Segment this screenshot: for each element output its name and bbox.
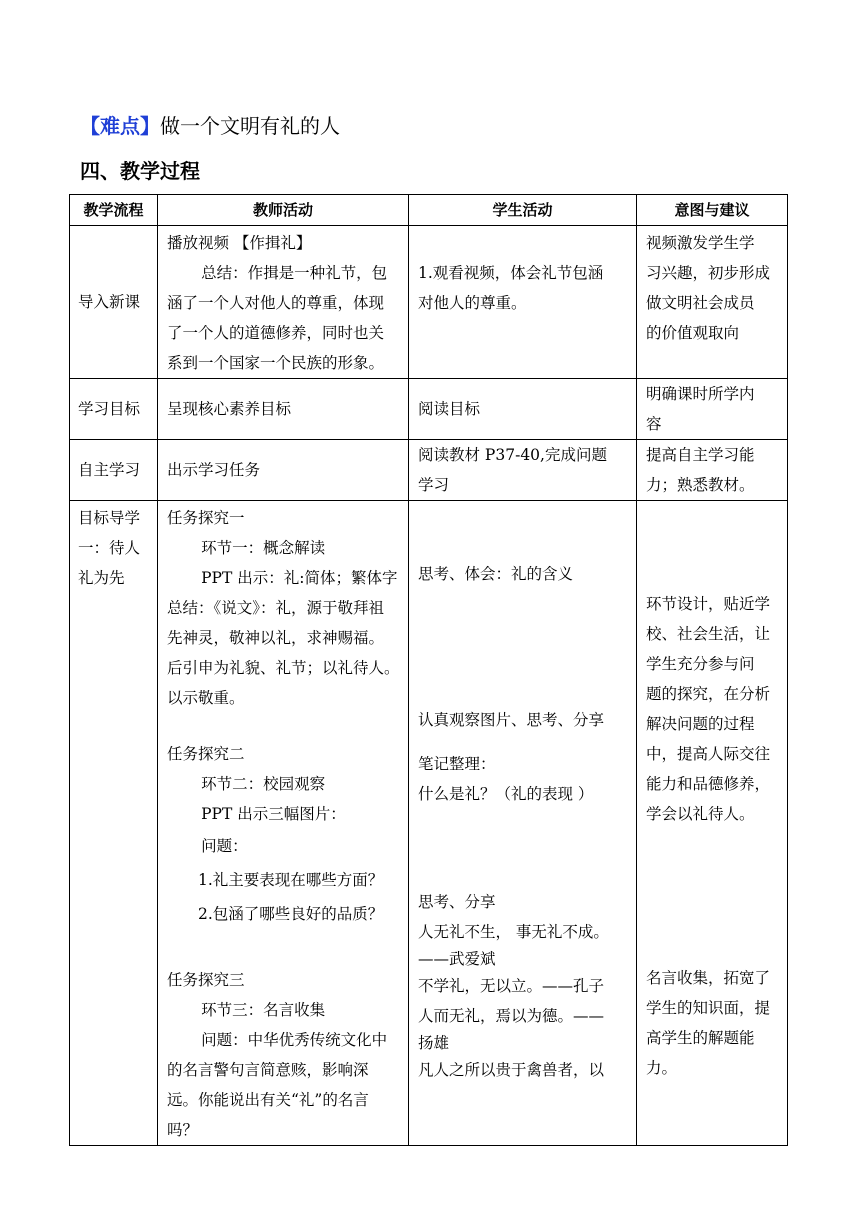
intent-line: 学会以礼待人。 <box>646 805 755 823</box>
intent-line: 校、社会生活，让 <box>646 625 771 643</box>
task2-ppt: PPT 出示三幅图片： <box>201 805 346 823</box>
quote-line: 人无礼不生， 事无礼不成。 <box>418 923 609 941</box>
task1-summary-line: 以示敬重。 <box>167 689 245 707</box>
row1-student-line: 对他人的尊重。 <box>418 294 527 312</box>
task2-question-2: 2.包涵了哪些良好的品质？ <box>198 905 384 923</box>
section-title: 四、教学过程 <box>80 159 200 183</box>
quote-line: 人而无礼，焉以为德。—— <box>418 1007 605 1025</box>
student-think-1: 思考、体会：礼的含义 <box>418 565 574 583</box>
student-think-2: 思考、分享 <box>418 893 496 911</box>
task3-question-line: 远。你能说出有关“礼”的名言 <box>167 1091 369 1109</box>
row1-teacher-line: 播放视频 【作揖礼】 <box>167 234 312 252</box>
row3-student <box>409 440 637 501</box>
intent-line: 力。 <box>646 1059 678 1077</box>
spacer <box>646 829 781 963</box>
intent-line: 名言收集，拓宽了 <box>646 969 771 987</box>
intent-line: 解决问题的过程 <box>646 715 755 733</box>
task1-step: 环节一：概念解读 <box>201 539 326 557</box>
row2-teacher: 呈现核心素养目标 <box>158 379 409 440</box>
task1-summary-line: 总结：《说文》：礼，源于敬拜祖 <box>167 599 385 617</box>
spacer <box>418 735 630 749</box>
intent-line: 环节设计，贴近学 <box>646 595 771 613</box>
spacer <box>646 503 781 589</box>
task3-title: 任务探究三 <box>167 971 245 989</box>
intent-line: 中，提高人际交往 <box>646 745 771 763</box>
difficulty-text: 做一个文明有礼的人 <box>160 114 340 138</box>
row1-teacher-line: 总结：作揖是一种礼节，包 <box>201 264 388 282</box>
spacer <box>418 809 630 887</box>
row1-student <box>409 226 637 379</box>
row3-teacher: 出示学习任务 <box>158 440 409 501</box>
row1-intent-line: 视频激发学生学 <box>646 234 755 252</box>
task1-ppt: PPT 出示：礼:简体；繁体字 <box>201 569 398 587</box>
spacer <box>418 589 630 705</box>
header-intent: 意图与建议 <box>637 195 788 226</box>
table-row <box>70 440 788 501</box>
difficulty-tag: 【难点】 <box>80 114 160 138</box>
student-notes-question: 什么是礼？（礼的表现 ） <box>418 785 594 803</box>
task3-question-line: 问题：中华优秀传统文化中 <box>201 1031 388 1049</box>
row1-intent-line: 习兴趣，初步形成 <box>646 264 771 282</box>
table-row <box>70 226 788 379</box>
task3-question-line: 的名言警句言简意赅，影响深 <box>167 1061 369 1079</box>
row4-student <box>409 501 637 1146</box>
intent-line: 题的探究，在分析 <box>646 685 771 703</box>
header-student: 学生活动 <box>409 195 637 226</box>
task2-step: 环节二：校园观察 <box>201 775 326 793</box>
row4-intent <box>637 501 788 1146</box>
student-observe: 认真观察图片、思考、分享 <box>418 711 605 729</box>
task3-question-line: 吗？ <box>167 1121 199 1139</box>
row4-flow-line: 礼为先 <box>78 569 125 587</box>
header-flow: 教学流程 <box>70 195 158 226</box>
row4-flow <box>70 501 158 1146</box>
row1-intent <box>637 226 788 379</box>
task1-summary-line: 先神灵，敬神以礼，求神赐福。 <box>167 629 385 647</box>
row1-student-line: 1.观看视频，体会礼节包涵 <box>418 264 604 282</box>
task2-title: 任务探究二 <box>167 745 245 763</box>
intent-line: 高学生的解题能 <box>646 1029 755 1047</box>
task1-summary-line: 后引申为礼貌、礼节；以礼待人。 <box>167 659 400 677</box>
spacer <box>418 503 630 559</box>
task2-question-label: 问题： <box>201 837 248 855</box>
row3-intent <box>637 440 788 501</box>
row3-flow: 自主学习 <box>70 440 158 501</box>
quote-line: 扬雄 <box>418 1034 450 1052</box>
row4-flow-line: 一：待人 <box>78 539 141 557</box>
row2-intent-line: 容 <box>646 415 662 433</box>
student-notes-label: 笔记整理： <box>418 755 496 773</box>
quote-line: ——武爱斌 <box>418 950 496 968</box>
row3-intent-line: 提高自主学习能 <box>646 446 755 464</box>
row1-teacher-line: 系到一个国家一个民族的形象。 <box>167 354 385 372</box>
row1-flow: 导入新课 <box>70 226 158 379</box>
intent-line: 学生的知识面，提 <box>646 999 771 1017</box>
row3-student-line: 阅读教材 P37-40,完成问题 <box>418 446 607 464</box>
intent-line: 能力和品德修养， <box>646 775 771 793</box>
teaching-process-table <box>69 194 788 1146</box>
row3-intent-line: 力；熟悉教材。 <box>646 476 755 494</box>
row1-teacher-line: 涵了一个人对他人的尊重，体现 <box>167 294 385 312</box>
task1-title: 任务探究一 <box>167 509 245 527</box>
table-header-row <box>70 195 788 226</box>
row2-flow: 学习目标 <box>70 379 158 440</box>
header-teacher: 教师活动 <box>158 195 409 226</box>
row1-teacher <box>158 226 409 379</box>
row3-student-line: 学习 <box>418 476 450 494</box>
row4-teacher <box>158 501 409 1146</box>
table-row <box>70 379 788 440</box>
row2-intent-line: 明确课时所学内 <box>646 385 755 403</box>
row1-teacher-line: 了一个人的道德修养，同时也关 <box>167 324 385 342</box>
task3-step: 环节三：名言收集 <box>201 1001 326 1019</box>
difficulty-line <box>80 112 340 140</box>
quote-line: 凡人之所以贵于禽兽者，以 <box>418 1061 605 1079</box>
row4-flow-line: 目标导学 <box>78 509 141 527</box>
table-row <box>70 501 788 1146</box>
row2-intent <box>637 379 788 440</box>
quote-line: 不学礼，无以立。——孔子 <box>418 977 605 995</box>
row1-intent-line: 的价值观取向 <box>646 324 740 342</box>
task2-question-1: 1.礼主要表现在哪些方面？ <box>198 871 384 889</box>
spacer <box>167 713 400 739</box>
intent-line: 学生充分参与问 <box>646 655 755 673</box>
row2-student: 阅读目标 <box>409 379 637 440</box>
row1-intent-line: 做文明社会成员 <box>646 294 755 312</box>
spacer <box>167 929 400 965</box>
